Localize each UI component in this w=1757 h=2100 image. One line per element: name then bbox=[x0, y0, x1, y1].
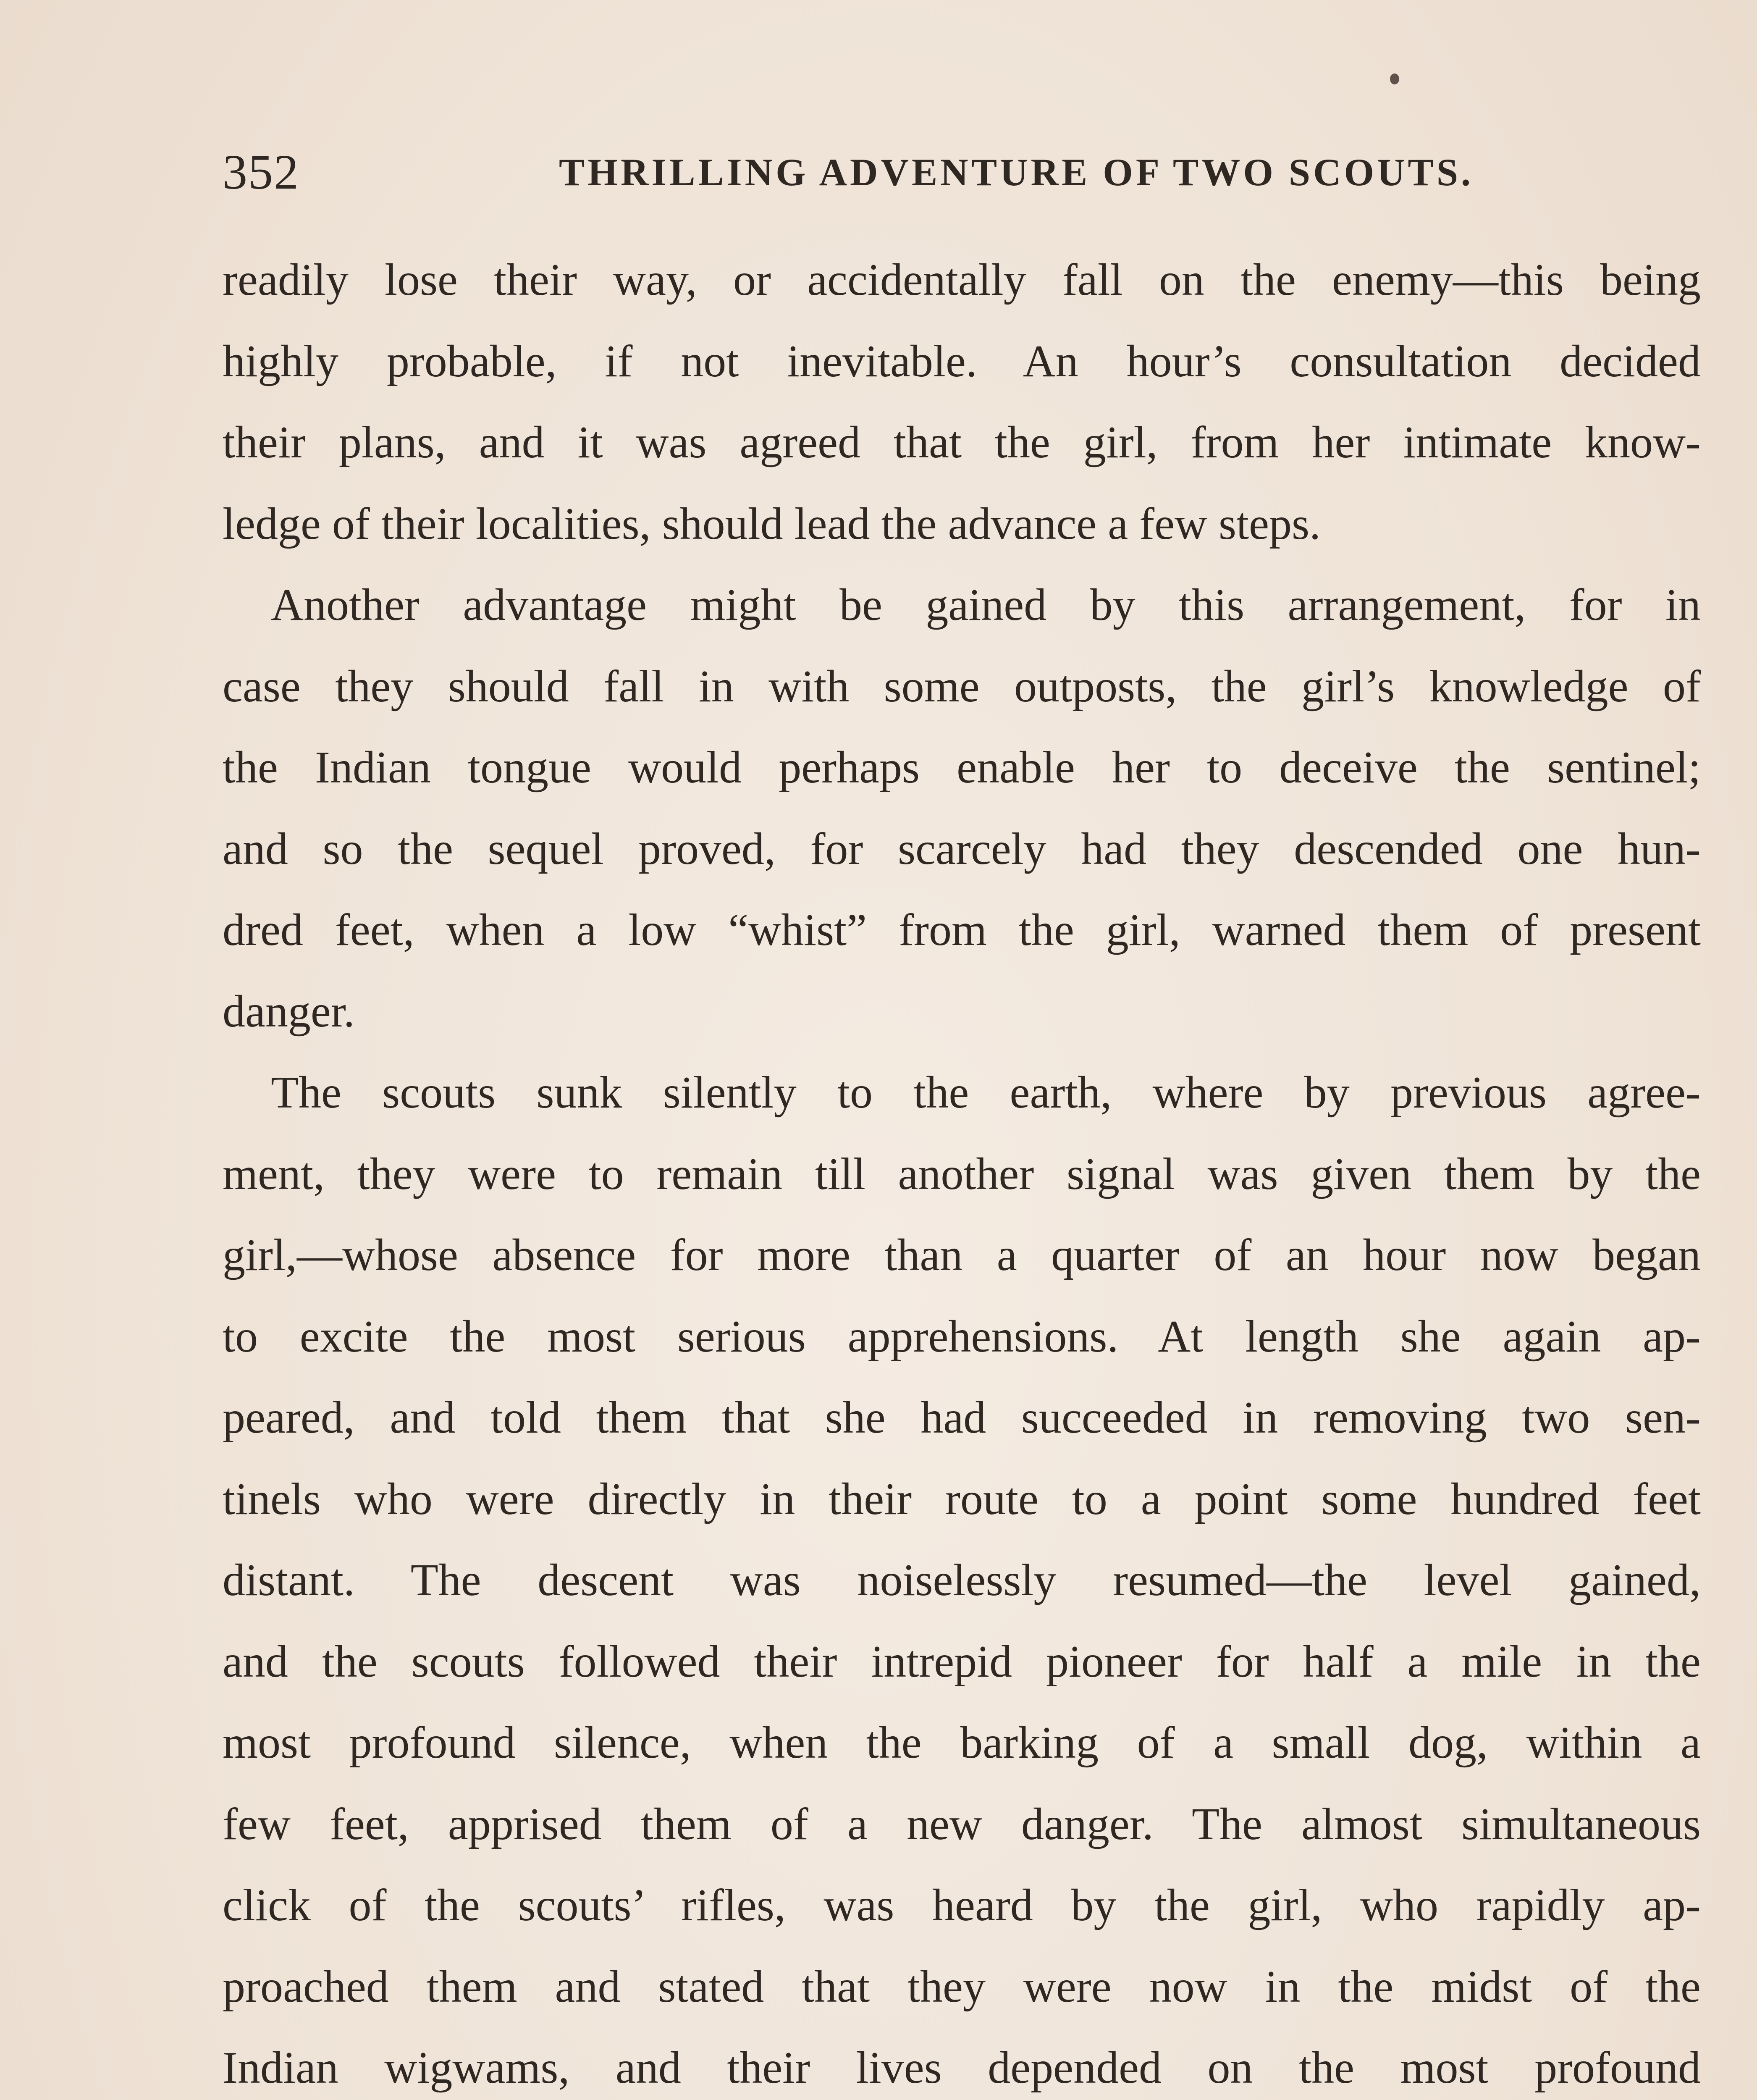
text-line: and so the sequel proved, for scarcely had they descended one hun- bbox=[223, 824, 1701, 874]
text-line: proached them and stated that they were now in the midst of the bbox=[223, 1961, 1701, 2012]
text-line: Indian wigwams, and their lives depended on the most profound bbox=[223, 2043, 1701, 2093]
text-line: most profound silence, when the barking of a small dog, within a bbox=[223, 1718, 1701, 1768]
text-line: case they should fall in with some outposts, the girl’s knowledge of bbox=[223, 661, 1701, 711]
text-line: ment, they were to remain till another signal was given them by the bbox=[223, 1149, 1701, 1199]
text-line: tinels who were directly in their route to a point some hundred feet bbox=[223, 1474, 1701, 1524]
text-line: dred feet, when a low “whist” from the girl, warned them of present bbox=[223, 905, 1701, 955]
text-line: readily lose their way, or accidentally fall on the enemy—this being bbox=[223, 255, 1701, 305]
running-head: THRILLING ADVENTURE OF TWO SCOUTS. bbox=[559, 151, 1474, 194]
text-line: distant. The descent was noiselessly resumed—the level gained, bbox=[223, 1555, 1701, 1605]
text-line: peared, and told them that she had succeeded in removing two sen- bbox=[223, 1393, 1701, 1443]
text-line: few feet, apprised them of a new danger. The almost simultaneous bbox=[223, 1799, 1701, 1849]
page-number: 352 bbox=[223, 144, 299, 200]
text-line: and the scouts followed their intrepid pioneer for half a mile in the bbox=[223, 1636, 1701, 1687]
text-line: girl,—whose absence for more than a quarter of an hour now began bbox=[223, 1230, 1701, 1280]
text-line: highly probable, if not inevitable. An hour’s consultation decided bbox=[223, 336, 1701, 386]
text-line: to excite the most serious apprehensions. At length she again ap- bbox=[223, 1311, 1701, 1362]
text-line: The scouts sunk silently to the earth, where by previous agree- bbox=[271, 1068, 1701, 1118]
text-line: danger. bbox=[223, 986, 355, 1037]
body-text bbox=[223, 239, 1701, 2100]
ink-speck bbox=[1390, 74, 1399, 84]
text-line: click of the scouts’ rifles, was heard by the girl, who rapidly ap- bbox=[223, 1880, 1701, 1930]
text-line: their plans, and it was agreed that the girl, from her intimate know- bbox=[223, 417, 1701, 467]
text-line: ledge of their localities, should lead the advance a few steps. bbox=[223, 499, 1321, 549]
page-header bbox=[223, 139, 1701, 206]
text-line: Another advantage might be gained by this arrangement, for in bbox=[271, 580, 1701, 630]
text-line: the Indian tongue would perhaps enable her to deceive the sentinel; bbox=[223, 743, 1701, 793]
